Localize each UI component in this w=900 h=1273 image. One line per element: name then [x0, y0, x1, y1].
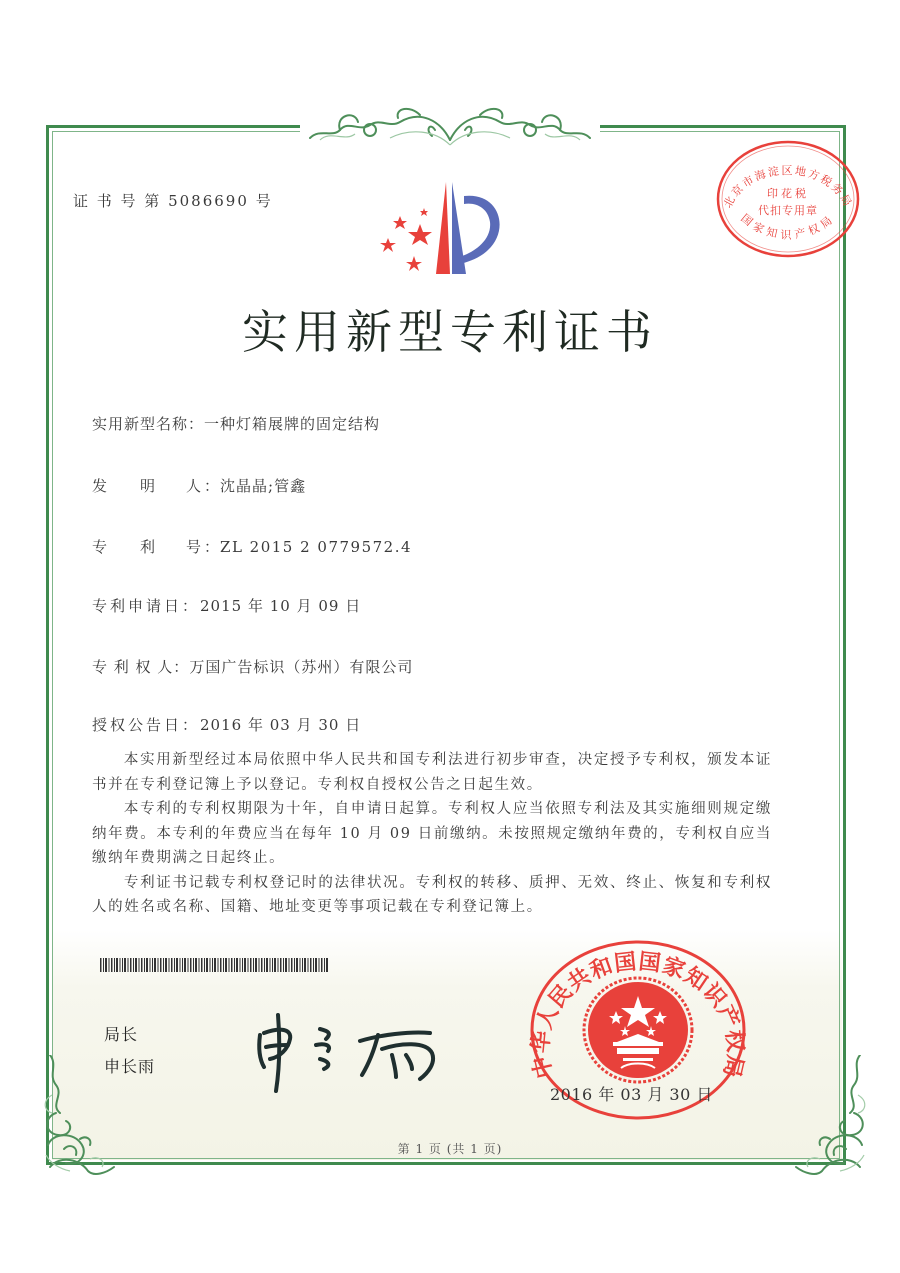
field-label: 发 明 人: [92, 477, 203, 495]
page-number: 第 1 页 (共 1 页): [397, 1142, 503, 1156]
field-value: 沈晶晶;管鑫: [220, 477, 307, 495]
director-name: 申长雨: [104, 1057, 156, 1076]
field-patent-number: 专 利 号 ：ZL 2015 2 0779572.4: [92, 538, 413, 556]
certificate-number-value: 5086690: [168, 192, 249, 210]
stamp-duty-bottom-text: 国家知识产权局: [738, 211, 838, 242]
field-label: 实用新型名称：: [92, 415, 205, 433]
field-value: ZL 2015 2 0779572.4: [220, 538, 413, 556]
stamp-duty-seal-icon: [713, 137, 863, 262]
director-title: 局长: [104, 1025, 139, 1044]
field-label: 专 利 权 人：: [92, 658, 190, 676]
body-paragraph: 本实用新型经过本局依照中华人民共和国专利法进行初步审查，决定授予专利权，颁发本证书并在专利登记簿上予以登记。专利权自授权公告之日起生效。: [92, 752, 772, 793]
field-value: 2016 年 03 月 30 日: [200, 716, 362, 734]
barcode-icon: [100, 958, 330, 972]
certificate-number-suffix: 号: [255, 192, 273, 210]
official-seal-date: 2016 年 03 月 30 日: [550, 1085, 713, 1104]
cnipa-logo-icon: [370, 178, 510, 278]
top-floral-ornament-icon: [300, 100, 600, 150]
stamp-duty-seal: [713, 137, 863, 262]
certificate-title: 实用新型专利证书: [242, 305, 658, 359]
field-label: 专利申请日：: [92, 597, 201, 615]
certificate-number-label: 证 书 号 第: [73, 192, 162, 210]
field-value: 2015 年 10 月 09 日: [200, 597, 362, 615]
body-paragraph: 专利证书记载专利权登记时的法律状况。专利权的转移、质押、无效、终止、恢复和专利权人的姓名或名称、国籍、地址变更等事项记载在专利登记簿上。: [92, 874, 772, 915]
field-utility-model-name: [92, 413, 380, 434]
stamp-duty-ring-text: 北京市海淀区地方税务局: [721, 163, 855, 211]
certificate-body-text: [92, 748, 772, 920]
stamp-duty-center-line2: 代扣专用章: [758, 204, 818, 217]
bottom-right-floral-ornament-icon: [790, 1055, 880, 1185]
field-label: 专 利 号: [92, 538, 203, 556]
body-paragraph: 本专利的专利权期限为十年，自申请日起算。专利权人应当依照专利法及其实施细则规定缴纳年费。本专利的年费应当在每年 10 月 09 日前缴纳。未按照规定缴纳年费的，专利权自应当缴纳年费期满之日起终止。: [92, 801, 772, 866]
stamp-duty-center-line1: 印花税: [767, 187, 809, 200]
field-label: 授权公告日：: [92, 716, 201, 734]
field-value: 一种灯箱展牌的固定结构: [204, 415, 381, 433]
official-seal-ring-text: 中华人民共和国国家知识产权局: [527, 948, 749, 1081]
director-signature-icon: [250, 1005, 450, 1095]
field-grant-date: [92, 714, 361, 735]
field-inventors: 发 明 人 ：沈晶晶;管鑫: [92, 477, 307, 495]
field-value: 万国广告标识（苏州）有限公司: [189, 658, 414, 676]
field-filing-date: [92, 595, 361, 616]
field-patentee: [92, 656, 413, 677]
certificate-number: [73, 190, 273, 211]
